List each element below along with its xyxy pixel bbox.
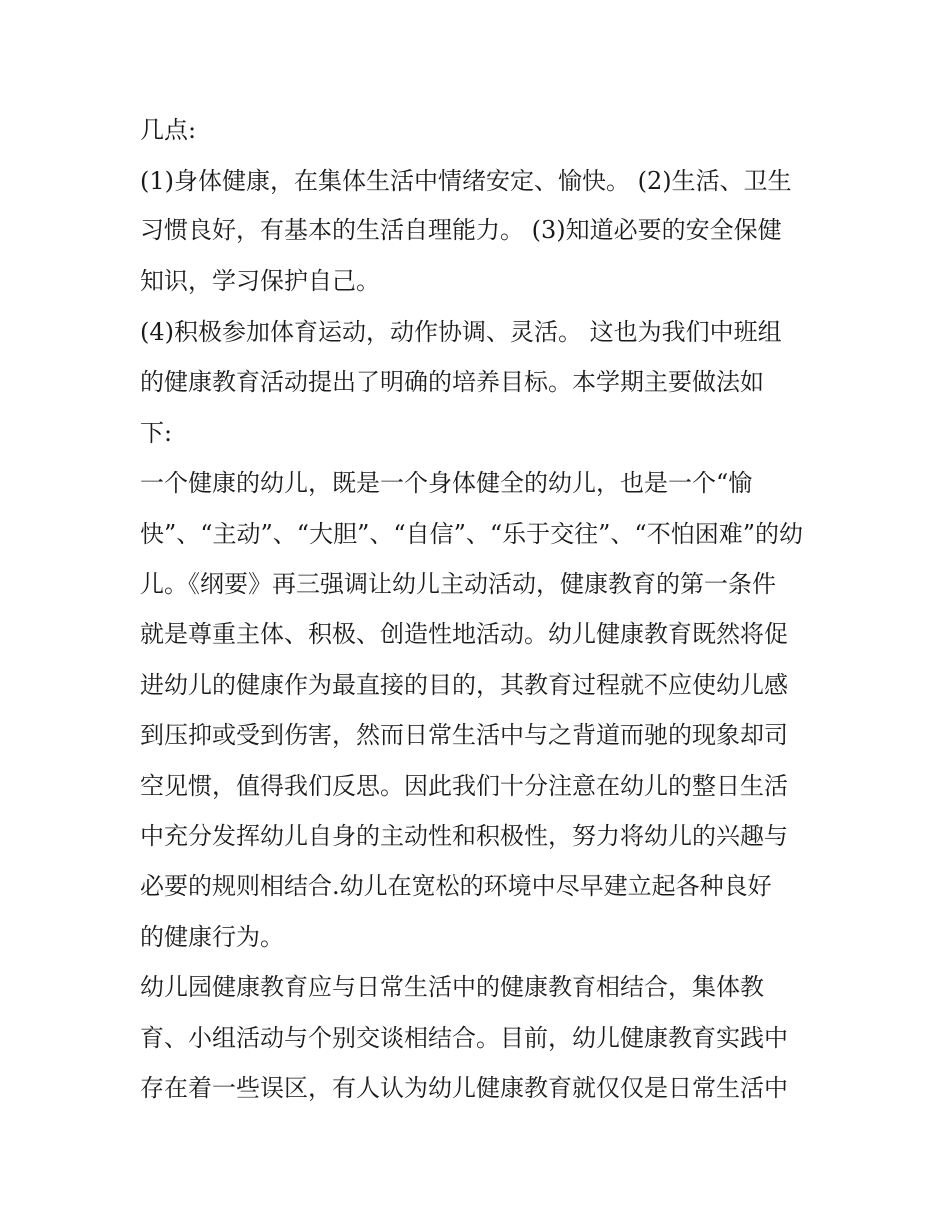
text-line: 幼儿园健康教育应与日常生活中的健康教育相结合，集体教 [140,973,764,1001]
text-line: (4)积极参加体育运动，动作协调、灵活。 这也为我们中班组 [140,318,782,346]
text-line: (1)身体健康，在集体生活中情绪安定、愉快。 (2)生活、卫生 [140,167,792,195]
text-line: 快”、“主动”、“大胆”、“自信”、“乐于交往”、“不怕困难”的幼 [140,520,803,548]
text-line: 习惯良好，有基本的生活自理能力。 (3)知道必要的安全保健 [140,216,782,244]
text-line: 知识，学习保护自己。 [140,267,380,295]
text-line: 育、小组活动与个别交谈相结合。目前，幼儿健康教育实践中 [140,1024,788,1052]
text-line: 必要的规则相结合.幼儿在宽松的环境中尽早建立起各种良好 [140,872,772,900]
text-line: 空见惯，值得我们反思。因此我们十分注意在幼儿的整日生活 [140,772,788,800]
text-line: 到压抑或受到伤害，然而日常生活中与之背道而驰的现象却司 [140,721,788,749]
text-line: 的健康行为。 [140,923,284,951]
text-line: 儿。《纲要》再三强调让幼儿主动活动，健康教育的第一条件 [140,570,776,598]
text-line: 存在着一些误区，有人认为幼儿健康教育就仅仅是日常生活中 [140,1074,788,1102]
text-line: 进幼儿的健康作为最直接的目的，其教育过程就不应使幼儿感 [140,671,788,699]
text-line: 的健康教育活动提出了明确的培养目标。本学期主要做法如 [140,368,764,396]
text-line: 几点: [140,116,197,144]
text-line: 一个健康的幼儿，既是一个身体健全的幼儿，也是一个“愉 [140,469,753,497]
text-line: 下: [140,419,173,447]
text-line: 就是尊重主体、积极、创造性地活动。幼儿健康教育既然将促 [140,620,788,648]
text-line: 中充分发挥幼儿自身的主动性和积极性，努力将幼儿的兴趣与 [140,822,788,850]
